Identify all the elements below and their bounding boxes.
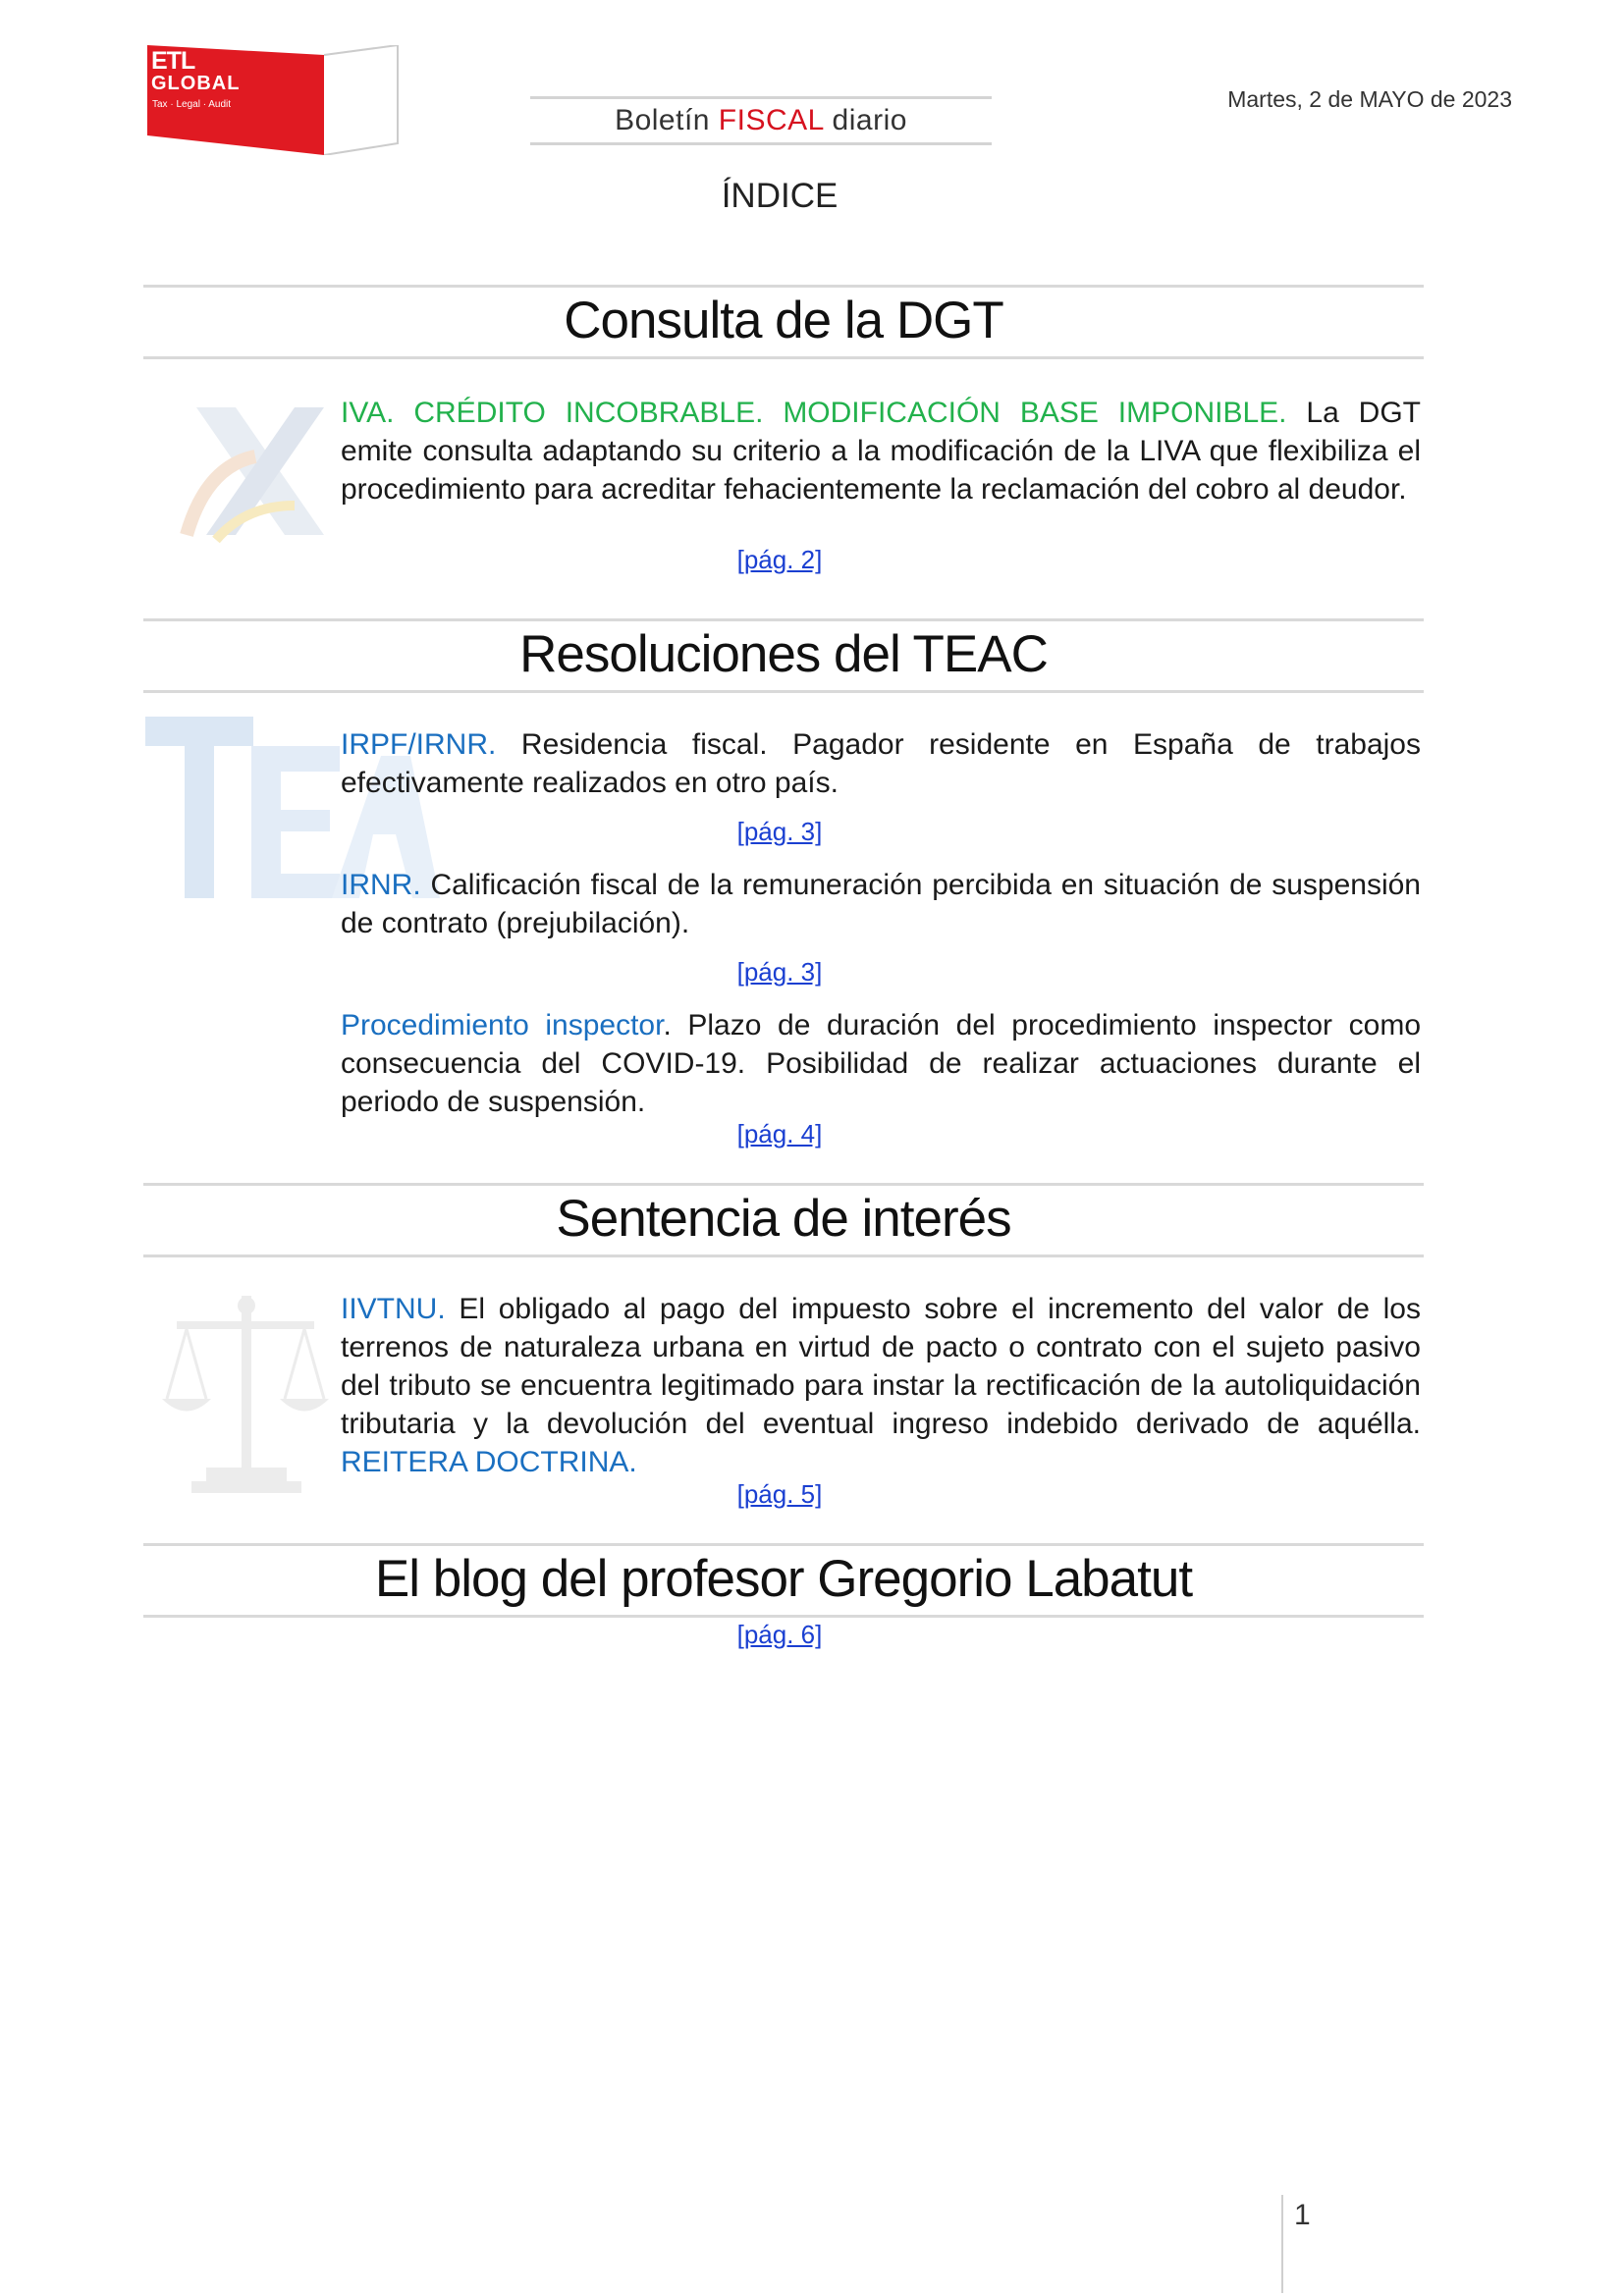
bulletin-suffix: diario xyxy=(823,104,907,136)
scales-of-justice-icon xyxy=(147,1286,344,1497)
page-link[interactable]: [pág. 5] xyxy=(736,1479,823,1509)
section-title-teac: Resoluciones del TEAC xyxy=(143,618,1424,693)
page-link[interactable]: [pág. 3] xyxy=(736,957,823,987)
section-title-sentencia: Sentencia de interés xyxy=(143,1183,1424,1257)
entry-keyword: IRPF/IRNR. xyxy=(341,728,497,761)
entry-keyword: IRNR. xyxy=(341,869,421,901)
entry-sentencia-iivtnu xyxy=(341,1290,1421,1481)
page-ref-6 xyxy=(0,1620,1559,1650)
bulletin-prefix: Boletín xyxy=(615,104,719,136)
entry-text: El obligado al pago del impuesto sobre el incremento del valor de los terrenos de naturaleza urbana en virtud de pacto o contrato con el sujeto pasivo del tributo se encuentra legitimado para instar la rectificación de la autoliquidación tributaria y la devolución del eventual ingreso indebido derivado de aquélla. xyxy=(341,1293,1421,1440)
section-title-dgt: Consulta de la DGT xyxy=(143,285,1424,359)
entry-teac-inspector xyxy=(341,1006,1421,1121)
page-ref-3a xyxy=(0,817,1559,847)
page-link[interactable]: [pág. 4] xyxy=(736,1119,823,1148)
page-ref-5 xyxy=(0,1479,1559,1510)
bulletin-title xyxy=(530,96,992,145)
entry-teac-irnr xyxy=(341,866,1421,942)
entry-keyword: IIVTNU. xyxy=(341,1293,446,1325)
section-title-blog: El blog del profesor Gregorio Labatut xyxy=(143,1543,1424,1618)
logo-global-text: GLOBAL xyxy=(151,73,241,94)
entry-text: Residencia fiscal. Pagador residente en España de trabajos efectivamente realizados en otro país. xyxy=(341,728,1421,799)
etl-global-logo xyxy=(147,45,403,155)
page-ref-4 xyxy=(0,1119,1559,1149)
bulletin-fiscal: FISCAL xyxy=(718,104,824,136)
page-link[interactable]: [pág. 2] xyxy=(736,545,823,574)
entry-text: . Plazo de duración del procedimiento inspector como consecuencia del COVID-19. Posibilidad de realizar actuaciones durante el periodo de suspensión. xyxy=(341,1009,1421,1118)
logo-tagline: Tax · Legal · Audit xyxy=(152,99,232,110)
page-ref-2 xyxy=(0,545,1559,575)
page-link[interactable]: [pág. 3] xyxy=(736,817,823,846)
page-ref-3b xyxy=(0,957,1559,988)
footer-divider xyxy=(1281,2195,1283,2293)
entry-dgt-iva xyxy=(341,394,1421,508)
page-link[interactable]: [pág. 6] xyxy=(736,1620,823,1649)
index-title: ÍNDICE xyxy=(721,177,839,215)
entry-teac-irpf xyxy=(341,725,1421,802)
entry-keyword: IVA. CRÉDITO INCOBRABLE. MODIFICACIÓN BASE IMPONIBLE. xyxy=(341,397,1287,429)
issue-date: Martes, 2 de MAYO de 2023 xyxy=(1227,86,1512,112)
entry-text: Calificación fiscal de la remuneración percibida en situación de suspensión de contrato (prejubilación). xyxy=(341,869,1421,939)
logo-etl-text: ETL xyxy=(151,47,195,75)
aeat-watermark-icon xyxy=(177,398,334,545)
entry-doctrine-tag: REITERA DOCTRINA. xyxy=(341,1446,637,1478)
entry-keyword: Procedimiento inspector xyxy=(341,1009,664,1041)
entry-text: La DGT emite consulta adaptando su criterio a la modificación de la LIVA que flexibiliza el procedimiento para acreditar fehacientemente la reclamación del cobro al deudor. xyxy=(341,397,1421,506)
page-number: 1 xyxy=(1294,2199,1311,2231)
